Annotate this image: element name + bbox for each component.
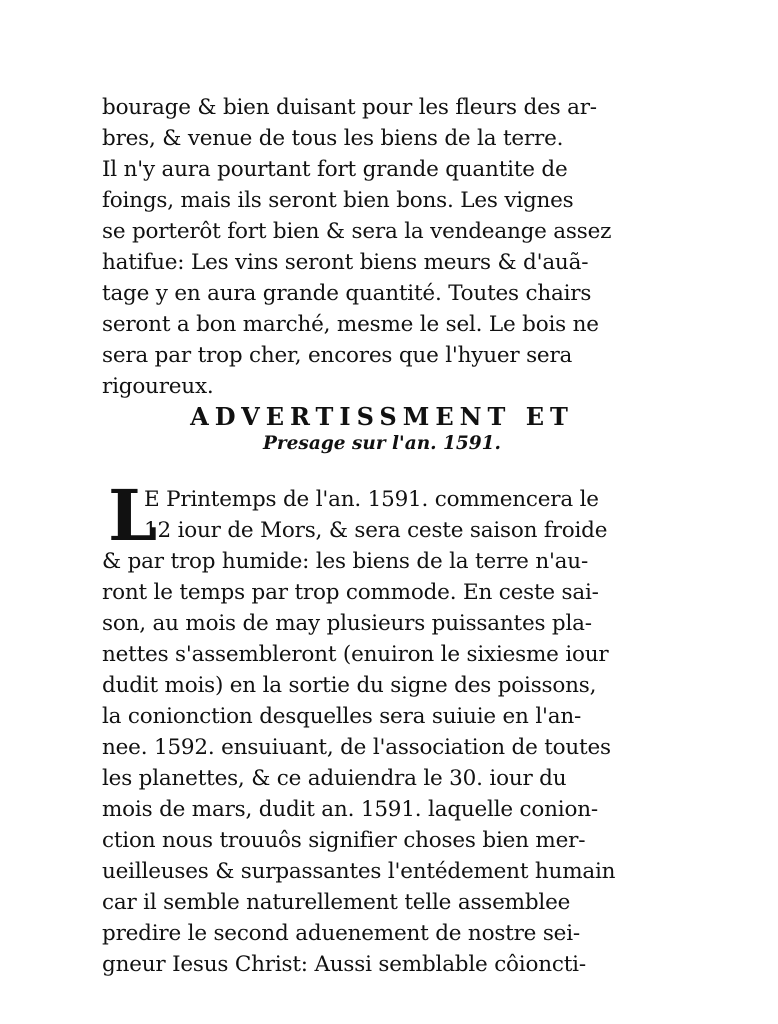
- text-line: ction nous trouuôs signifier choses bien mer-: [102, 828, 586, 853]
- text-line: & par trop humide: les biens de la terre n'au-: [102, 549, 589, 574]
- text-line: bres, & venue de tous les biens de la terre.: [102, 126, 564, 151]
- text-line: la conionction desquelles sera suiuie en l'an-: [102, 704, 582, 729]
- text-line: mois de mars, dudit an. 1591. laquelle conion-: [102, 797, 598, 822]
- text-line: foings, mais ils seront bien bons. Les vignes: [102, 188, 574, 213]
- text-line: seront a bon marché, mesme le sel. Le bois ne: [102, 312, 599, 337]
- text-line: car il semble naturellement telle assemblee: [102, 890, 571, 915]
- text-line: bourage & bien duisant pour les fleurs des ar-: [102, 95, 597, 120]
- text-line: tage y en aura grande quantité. Toutes chairs: [102, 281, 592, 306]
- body-paragraph: [102, 474, 662, 980]
- text-line: rigoureux.: [102, 374, 214, 399]
- section-subtitle: Presage sur l'an. 1591.: [263, 433, 501, 454]
- text-line: dudit mois) en la sortie du signe des poissons,: [102, 673, 597, 698]
- text-line: 12 iour de Mors, & sera ceste saison froide: [144, 518, 608, 543]
- text-line: E Printemps de l'an. 1591. commencera le: [144, 487, 599, 512]
- drop-cap: L: [108, 474, 158, 557]
- text-line: Il n'y aura pourtant fort grande quantite de: [102, 157, 568, 182]
- section-title: ADVERTISSMENT ET: [190, 402, 574, 431]
- text-line: hatifue: Les vins seront biens meurs & d'auã-: [102, 250, 589, 275]
- text-line: se porterôt fort bien & sera la vendeange assez: [102, 219, 612, 244]
- text-line: les planettes, & ce aduiendra le 30. iour du: [102, 766, 567, 791]
- text-line: ront le temps par trop commode. En ceste sai-: [102, 580, 599, 605]
- text-line: son, au mois de may plusieurs puissantes pla-: [102, 611, 592, 636]
- text-line: nettes s'assembleront (enuiron le sixiesme iour: [102, 642, 609, 667]
- opening-paragraph: [102, 92, 662, 402]
- text-line: ueilleuses & surpassantes l'entédement humain: [102, 859, 616, 884]
- text-line: gneur Iesus Christ: Aussi semblable côioncti-: [102, 952, 586, 977]
- text-line: predire le second aduenement de nostre sei-: [102, 921, 580, 946]
- text-line: nee. 1592. ensuiuant, de l'association de toutes: [102, 735, 611, 760]
- text-line: sera par trop cher, encores que l'hyuer sera: [102, 343, 573, 368]
